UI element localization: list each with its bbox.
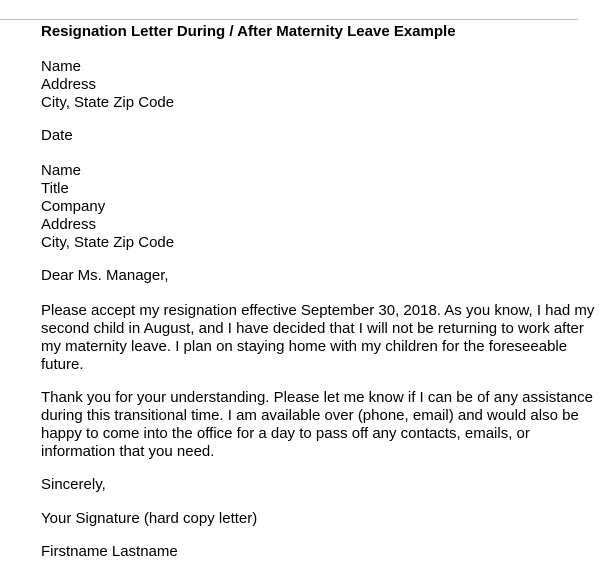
paragraph-line: happy to come into the office for a day to pass off any contacts, emails, or <box>41 425 530 442</box>
recipient-title: Title <box>41 180 69 197</box>
paragraph-line: future. <box>41 356 84 373</box>
paragraph-line: during this transitional time. I am available over (phone, email) and would also be <box>41 407 579 424</box>
body-paragraph-2 <box>41 389 593 461</box>
signature-line <box>41 510 581 528</box>
document-title: Resignation Letter During / After Maternity Leave Example <box>41 23 456 40</box>
paragraph-line: second child in August, and I have decided that I will not be returning to work after <box>41 320 584 337</box>
date-text: Date <box>41 127 73 144</box>
salutation <box>41 267 581 285</box>
printed-name-text: Firstname Lastname <box>41 543 178 560</box>
sender-city-state-zip: City, State Zip Code <box>41 94 175 111</box>
signature-text: Your Signature (hard copy letter) <box>41 510 258 527</box>
sender-address: Address <box>41 76 97 93</box>
recipient-city-state-zip: City, State Zip Code <box>41 234 175 251</box>
closing <box>41 476 581 494</box>
recipient-address: Address <box>41 216 97 233</box>
top-divider <box>0 19 578 20</box>
closing-text: Sincerely, <box>41 476 106 493</box>
paragraph-line: information that you need. <box>41 443 215 460</box>
recipient-address-block <box>41 162 581 252</box>
printed-name <box>41 543 581 561</box>
letter-date <box>41 127 581 145</box>
recipient-name: Name <box>41 162 82 179</box>
salutation-text: Dear Ms. Manager, <box>41 267 169 284</box>
sender-address-block <box>41 58 581 112</box>
body-paragraph-1 <box>41 302 595 374</box>
recipient-company: Company <box>41 198 106 215</box>
paragraph-line: Please accept my resignation effective September 30, 2018. As you know, I had my <box>41 302 595 319</box>
paragraph-line: Thank you for your understanding. Please let me know if I can be of any assistance <box>41 389 593 406</box>
sender-name: Name <box>41 58 82 75</box>
paragraph-line: my maternity leave. I plan on staying home with my children for the foreseeable <box>41 338 568 355</box>
